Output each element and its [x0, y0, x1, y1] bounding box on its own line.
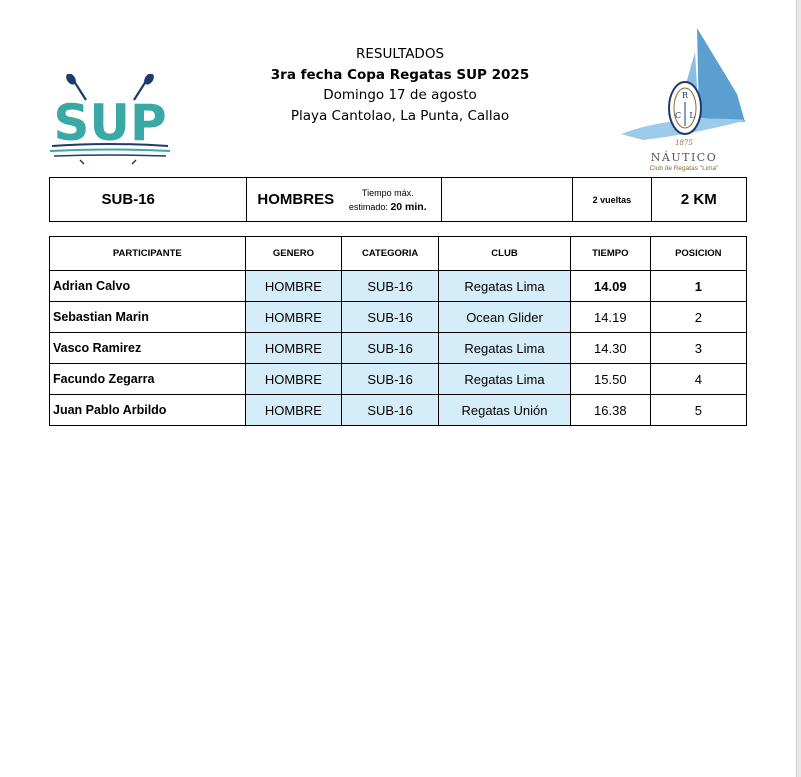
- nautico-wordmark: NÁUTICO: [650, 151, 718, 164]
- header-club: CLUB: [438, 237, 570, 271]
- participant-name: Facundo Zegarra: [50, 364, 246, 395]
- document-header: [230, 44, 570, 126]
- nautico-subtitle: Club de Regatas "Lima": [649, 165, 719, 172]
- header-posicion: POSICION: [650, 237, 746, 271]
- participant-time: 16.38: [571, 395, 651, 426]
- participant-position: 5: [650, 395, 746, 426]
- race-info-table: [49, 177, 747, 222]
- participant-category: SUB-16: [342, 271, 439, 302]
- participant-name: Adrian Calvo: [50, 271, 246, 302]
- participant-time: 15.50: [571, 364, 651, 395]
- svg-text:R: R: [681, 91, 689, 100]
- race-distance: 2 KM: [651, 178, 746, 222]
- participant-position: 3: [650, 333, 746, 364]
- header-title: RESULTADOS: [355, 46, 445, 62]
- header-genero: GENERO: [245, 237, 342, 271]
- participant-position: 2: [650, 302, 746, 333]
- header-tiempo: TIEMPO: [571, 237, 651, 271]
- max-time-label: Tiempo máx.: [361, 187, 414, 198]
- sup-logo: [46, 74, 174, 166]
- nautico-year: 1875: [675, 139, 693, 147]
- participant-time: 14.19: [571, 302, 651, 333]
- participant-club: Regatas Lima: [438, 333, 570, 364]
- participant-time: 14.30: [571, 333, 651, 364]
- race-category-cell: [50, 178, 247, 222]
- sup-logo-text: SUP: [53, 94, 167, 152]
- participant-position: 4: [650, 364, 746, 395]
- participant-category: SUB-16: [342, 333, 439, 364]
- header-categoria: CATEGORIA: [342, 237, 439, 271]
- table-row: [50, 271, 747, 302]
- svg-text:L: L: [689, 111, 695, 120]
- table-row: [50, 364, 747, 395]
- participant-gender: HOMBRE: [245, 302, 342, 333]
- header-location: Playa Cantolao, La Punta, Callao: [290, 107, 510, 124]
- participant-club: Regatas Lima: [438, 271, 570, 302]
- page-edge: [797, 0, 801, 777]
- header-event: 3ra fecha Copa Regatas SUP 2025: [270, 66, 530, 83]
- participant-name: Sebastian Marin: [50, 302, 246, 333]
- participant-club: Regatas Lima: [438, 364, 570, 395]
- participant-category: SUB-16: [342, 395, 439, 426]
- participant-gender: HOMBRE: [245, 271, 342, 302]
- header-date: Domingo 17 de agosto: [323, 87, 477, 103]
- race-category: SUB-16: [101, 191, 155, 208]
- participant-position: 1: [650, 271, 746, 302]
- participant-category: SUB-16: [342, 364, 439, 395]
- table-row: [50, 333, 747, 364]
- participant-gender: HOMBRE: [245, 395, 342, 426]
- race-max-time: [334, 178, 442, 222]
- participant-name: Vasco Ramirez: [50, 333, 246, 364]
- table-row: [50, 395, 747, 426]
- participant-gender: HOMBRE: [245, 364, 342, 395]
- table-row: [50, 302, 747, 333]
- header-participante: PARTICIPANTE: [50, 237, 246, 271]
- race-gender: HOMBRES: [247, 178, 334, 222]
- race-empty-cell: [442, 178, 573, 222]
- results-header-row: [50, 237, 747, 271]
- participant-club: Regatas Unión: [438, 395, 570, 426]
- svg-text:C: C: [674, 111, 682, 120]
- race-laps: 2 vueltas: [573, 178, 652, 222]
- estimated-time: estimado: 20 min.: [348, 200, 427, 213]
- results-table: [49, 236, 747, 426]
- participant-category: SUB-16: [342, 302, 439, 333]
- participant-time: 14.09: [571, 271, 651, 302]
- participant-name: Juan Pablo Arbildo: [50, 395, 246, 426]
- participant-club: Ocean Glider: [438, 302, 570, 333]
- participant-gender: HOMBRE: [245, 333, 342, 364]
